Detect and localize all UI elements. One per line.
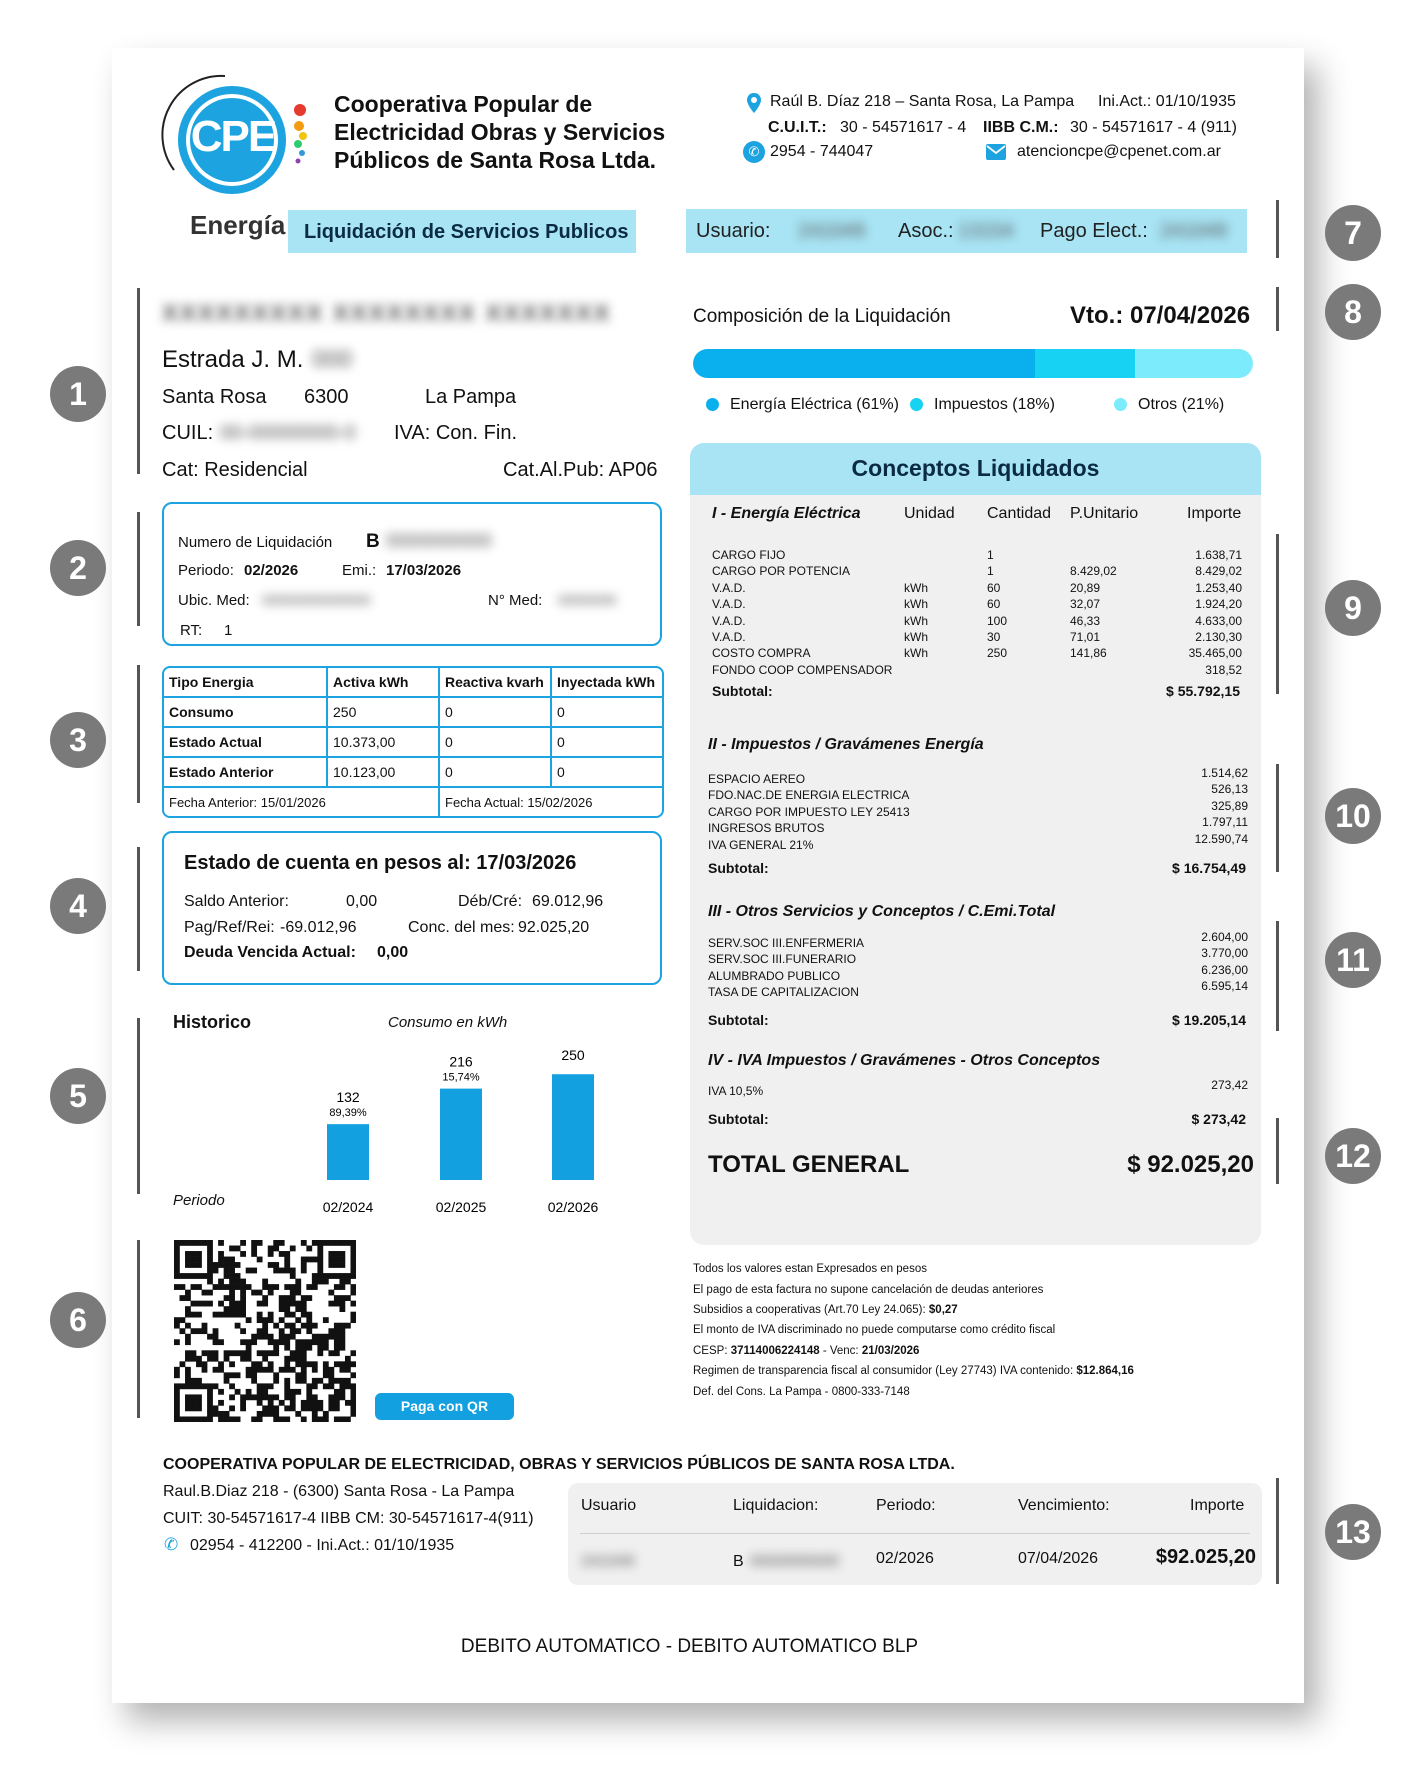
debcre-value: 69.012,96 xyxy=(532,893,604,910)
marker-bar xyxy=(137,665,140,803)
footer-address: Raul.B.Diaz 218 - (6300) Santa Rosa - La Pampa xyxy=(163,1483,515,1500)
legend-impuestos: Impuestos (18%) xyxy=(934,396,1055,413)
pay-qr-button[interactable]: Paga con QR xyxy=(375,1393,514,1420)
s1-row-amount: 2.130,30 xyxy=(1195,630,1242,644)
footer-phone: 02954 - 412200 - Ini.Act.: 01/10/1935 xyxy=(190,1537,455,1554)
energy-cell: 10.373,00 xyxy=(327,727,439,757)
note-5 xyxy=(693,1345,919,1357)
energy-header-row xyxy=(164,668,662,697)
energy-header: Reactiva kvarh xyxy=(439,668,551,697)
s1-row-price: 141,86 xyxy=(1070,646,1107,661)
s1-col-punitario: P.Unitario xyxy=(1070,505,1139,522)
logo-dots xyxy=(290,104,310,174)
asoc-label: Asoc.: xyxy=(898,220,954,242)
note-2: El pago de esta factura no supone cancelación de deudas anteriores xyxy=(693,1284,1044,1296)
s1-row-unit: kWh xyxy=(904,580,928,595)
stub-header-periodo: Periodo: xyxy=(876,1497,936,1514)
s4-subtotal-label: Subtotal: xyxy=(708,1111,769,1127)
chart-bar xyxy=(327,1124,369,1180)
marker-4: 4 xyxy=(50,878,106,934)
deuda-value: 0,00 xyxy=(377,944,409,961)
cuit-value: 30 - 54571617 - 4 xyxy=(840,119,967,136)
stub-divider xyxy=(580,1533,1250,1534)
client-iva: IVA: Con. Fin. xyxy=(394,422,518,444)
note-6 xyxy=(693,1365,1134,1377)
asoc-value: 13154 xyxy=(958,220,1014,242)
pago-value: 241049 xyxy=(1160,220,1227,242)
s1-subtotal: $ 55.792,15 xyxy=(1166,683,1240,699)
iibb-label: IIBB C.M.: xyxy=(983,119,1059,136)
company-email[interactable]: atencioncpe@cpenet.com.ar xyxy=(1017,143,1221,160)
s1-row-amount: 4.633,00 xyxy=(1195,613,1242,628)
company-line-3: Públicos de Santa Rosa Ltda. xyxy=(334,147,657,173)
energy-row xyxy=(164,727,662,757)
s1-row-qty: 100 xyxy=(987,613,1008,628)
s3-row-amount: 2.604,00 xyxy=(1201,930,1248,944)
s1-row-amount: 1.638,71 xyxy=(1195,548,1242,562)
brand-energia: Energía xyxy=(190,210,286,240)
note-3 xyxy=(693,1304,958,1316)
client-province: La Pampa xyxy=(425,386,517,408)
s4-row-concept: IVA 10,5% xyxy=(708,1084,764,1098)
energy-row xyxy=(164,757,662,787)
footer-company: COOPERATIVA POPULAR DE ELECTRICIDAD, OBRAS Y SERVICIOS PÚBLICOS DE SANTA ROSA LTDA. xyxy=(163,1456,955,1473)
s1-row-qty: 60 xyxy=(987,580,1001,595)
nmed-label: N° Med: xyxy=(488,592,543,609)
company-phone: 2954 - 744047 xyxy=(770,143,874,160)
stub-header-venc: Vencimiento: xyxy=(1018,1497,1110,1514)
marker-bar xyxy=(1276,921,1279,1031)
usuario-label: Usuario: xyxy=(696,220,771,242)
s2-row-concept: IVA GENERAL 21% xyxy=(708,837,814,852)
note-3-text: Subsidios a cooperativas (Art.70 Ley 24.065): xyxy=(693,1304,926,1316)
s1-row-concept: COSTO COMPRA xyxy=(712,646,811,661)
chart-category-label: 02/2024 xyxy=(322,1199,374,1215)
stub-importe: $92.025,20 xyxy=(1155,1546,1256,1568)
s1-row-unit: kWh xyxy=(904,646,928,661)
stub-header-importe: Importe xyxy=(1190,1497,1245,1514)
marker-7: 7 xyxy=(1325,205,1381,261)
s1-row-amount: 35.465,00 xyxy=(1188,646,1242,661)
marker-bar xyxy=(1276,1478,1279,1584)
s3-row-amount: 6.595,14 xyxy=(1201,979,1248,994)
chart-category-label: 02/2026 xyxy=(547,1199,599,1215)
logo-text: CPE xyxy=(190,112,276,161)
liq-num-prefix: B xyxy=(366,531,380,552)
note-5-venc: 21/03/2026 xyxy=(861,1345,920,1357)
company-line-1: Cooperativa Popular de xyxy=(334,91,593,117)
s1-row-price: 20,89 xyxy=(1070,580,1101,595)
chart-bar xyxy=(440,1089,482,1180)
marker-8: 8 xyxy=(1325,284,1381,340)
energy-header: Tipo Energia xyxy=(164,668,327,697)
s3-row-concept: TASA DE CAPITALIZACION xyxy=(708,985,859,1000)
history-chart xyxy=(280,1040,640,1215)
legend-energia: Energía Eléctrica (61%) xyxy=(730,396,899,413)
energy-cell: 0 xyxy=(439,757,551,787)
energy-header: Inyectada kWh xyxy=(551,668,662,697)
energy-cell: 0 xyxy=(551,757,662,787)
marker-bar xyxy=(137,288,140,474)
s1-row-unit: kWh xyxy=(904,597,928,612)
note-7: Def. del Cons. La Pampa - 0800-333-7148 xyxy=(693,1386,910,1398)
qr-code[interactable] xyxy=(174,1240,356,1422)
s1-row-price: 32,07 xyxy=(1070,597,1101,612)
marker-2: 2 xyxy=(50,540,106,596)
marker-1: 1 xyxy=(50,366,106,422)
legend-dot-energia xyxy=(706,398,719,411)
legend-dot-otros xyxy=(1114,398,1127,411)
company-address: Raúl B. Díaz 218 – Santa Rosa, La Pampa xyxy=(770,93,1075,110)
s2-row-amount: 1.797,11 xyxy=(1202,815,1248,830)
s4-title: IV - IVA Impuestos / Gravámenes - Otros Conceptos xyxy=(708,1052,1101,1069)
s1-row-concept: CARGO FIJO xyxy=(712,548,786,562)
s3-subtotal-label: Subtotal: xyxy=(708,1012,769,1028)
fecha-anterior: Fecha Anterior: 15/01/2026 xyxy=(164,787,439,816)
client-street-num: 000 xyxy=(312,346,353,373)
client-street: Estrada J. M. xyxy=(162,346,304,373)
s1-row-amount: 1.924,20 xyxy=(1195,597,1242,612)
client-name: XXXXXXXXX XXXXXXXX XXXXXXX xyxy=(162,300,612,327)
usuario-value: 241049 xyxy=(798,220,865,242)
legend-otros: Otros (21%) xyxy=(1138,396,1225,413)
conc-value: 92.025,20 xyxy=(518,919,590,936)
energy-row xyxy=(164,697,662,727)
liq-num-value: 0000000000 xyxy=(386,531,492,552)
total-value: $ 92.025,20 xyxy=(1127,1151,1254,1178)
cuit-label: C.U.I.T.: xyxy=(768,119,827,136)
s1-row-amount: 8.429,02 xyxy=(1195,564,1242,579)
cuil-value: 00-00000000-0 xyxy=(220,422,356,444)
chart-value-label: 132 xyxy=(336,1089,360,1106)
s1-row-price: 71,01 xyxy=(1070,630,1101,644)
iibb-value: 30 - 54571617 - 4 (911) xyxy=(1070,119,1237,136)
energy-cell: 0 xyxy=(439,727,551,757)
s1-row-qty: 1 xyxy=(987,548,994,562)
conc-label: Conc. del mes: xyxy=(408,919,515,936)
chart-annotation: 15,74% xyxy=(442,1071,480,1084)
energy-dates-row xyxy=(164,787,662,816)
legend-dot-impuestos xyxy=(910,398,923,411)
note-6-text: Regimen de transparencia fiscal al consumidor (Ley 27743) IVA contenido: xyxy=(693,1365,1074,1377)
stub-usuario: 241049 xyxy=(581,1553,635,1570)
periodo-value: 02/2026 xyxy=(244,562,299,579)
s1-title: I - Energía Eléctrica xyxy=(712,505,861,522)
stub-header-usuario: Usuario xyxy=(581,1497,637,1514)
debcre-label: Déb/Cré: xyxy=(458,893,523,910)
saldo-label: Saldo Anterior: xyxy=(184,893,289,910)
stub-periodo: 02/2026 xyxy=(876,1550,934,1567)
composition-segment-2 xyxy=(1035,349,1136,378)
fecha-actual: Fecha Actual: 15/02/2026 xyxy=(439,787,662,816)
marker-bar xyxy=(1276,1118,1279,1184)
chart-value-label: 216 xyxy=(449,1053,473,1070)
s1-row-qty: 60 xyxy=(987,597,1001,612)
concepts-title: Conceptos Liquidados xyxy=(851,455,1100,481)
energy-cell: 0 xyxy=(551,697,662,727)
composition-segment-1 xyxy=(693,349,1035,378)
marker-12: 12 xyxy=(1325,1128,1381,1184)
composition-segment-3 xyxy=(1135,349,1253,378)
marker-11: 11 xyxy=(1325,932,1381,988)
stub-venc: 07/04/2026 xyxy=(1018,1550,1099,1567)
marker-bar xyxy=(137,1240,140,1418)
ini-act: Ini.Act.: 01/10/1935 xyxy=(1098,93,1236,110)
s2-row-concept: CARGO POR IMPUESTO LEY 25413 xyxy=(708,804,910,819)
marker-bar xyxy=(1276,287,1279,331)
marker-5: 5 xyxy=(50,1068,106,1124)
s3-title: III - Otros Servicios y Conceptos / C.Emi.Total xyxy=(708,903,1056,920)
s1-row-unit: kWh xyxy=(904,613,928,628)
client-zip: 6300 xyxy=(304,386,349,408)
s1-col-importe: Importe xyxy=(1187,505,1242,522)
periodo-label: Periodo: xyxy=(178,562,234,579)
s1-row-amount: 318,52 xyxy=(1205,662,1242,677)
s1-row-price: 8.429,02 xyxy=(1070,564,1117,579)
pag-value: -69.012,96 xyxy=(280,919,357,936)
ubic-value: 0000000000000 xyxy=(262,592,371,609)
company-name xyxy=(334,90,665,174)
note-5-venc-label: - Venc: xyxy=(822,1345,859,1357)
emi-value: 17/03/2026 xyxy=(386,562,462,579)
stub-liq-prefix: B xyxy=(733,1553,744,1570)
debito-automatico: DEBITO AUTOMATICO - DEBITO AUTOMATICO BLP xyxy=(460,1636,919,1657)
s2-row-concept: ESPACIO AEREO xyxy=(708,772,806,786)
energy-cell: 0 xyxy=(439,697,551,727)
total-label: TOTAL GENERAL xyxy=(708,1151,910,1178)
s4-subtotal: $ 273,42 xyxy=(1191,1111,1246,1127)
s4-row-amount: 273,42 xyxy=(1211,1078,1248,1092)
client-city: Santa Rosa xyxy=(162,386,267,408)
s1-col-cantidad: Cantidad xyxy=(987,505,1052,522)
s1-row-concept: V.A.D. xyxy=(712,597,746,612)
s1-row-concept: V.A.D. xyxy=(712,630,746,644)
s2-subtotal: $ 16.754,49 xyxy=(1172,860,1246,876)
rt-label: RT: xyxy=(180,622,203,639)
rt-value: 1 xyxy=(224,622,233,639)
s1-row-concept: V.A.D. xyxy=(712,613,746,628)
pag-label: Pag/Ref/Rei: xyxy=(184,919,275,936)
marker-bar xyxy=(137,512,140,626)
energy-cell: Estado Anterior xyxy=(164,757,327,787)
s3-row-amount: 3.770,00 xyxy=(1201,946,1248,961)
stub-liq-value: 0000000000 xyxy=(750,1553,839,1570)
marker-bar xyxy=(1276,764,1279,872)
marker-6: 6 xyxy=(50,1292,106,1348)
s1-col-unidad: Unidad xyxy=(904,505,955,522)
account-title: Estado de cuenta en pesos al: 17/03/2026 xyxy=(184,852,577,874)
stub-header-liq: Liquidacion: xyxy=(733,1497,819,1514)
s2-row-amount: 325,89 xyxy=(1211,798,1248,813)
s2-row-concept: FDO.NAC.DE ENERGIA ELECTRICA xyxy=(708,788,910,803)
s1-row-unit: kWh xyxy=(904,630,928,644)
marker-bar xyxy=(1276,200,1279,258)
company-line-2: Electricidad Obras y Servicios xyxy=(334,119,666,145)
energy-cell: 0 xyxy=(551,727,662,757)
s1-row-qty: 1 xyxy=(987,564,994,579)
s1-row-concept: V.A.D. xyxy=(712,580,746,595)
s3-row-concept: ALUMBRADO PUBLICO xyxy=(708,968,841,983)
s2-row-amount: 526,13 xyxy=(1211,782,1248,797)
chart-bar xyxy=(552,1074,594,1180)
marker-13: 13 xyxy=(1325,1504,1381,1560)
location-icon xyxy=(746,92,762,119)
vto-date: Vto.: 07/04/2026 xyxy=(1070,302,1251,329)
email-icon xyxy=(986,144,1006,165)
ubic-label: Ubic. Med: xyxy=(178,592,250,609)
marker-bar xyxy=(1276,534,1279,694)
s3-row-concept: SERV.SOC III.ENFERMERIA xyxy=(708,936,865,950)
client-category: Cat: Residencial xyxy=(162,459,308,481)
energy-cell: 10.123,00 xyxy=(327,757,439,787)
whatsapp-icon: ✆ xyxy=(743,141,765,163)
marker-10: 10 xyxy=(1325,788,1381,844)
s1-subtotal-label: Subtotal: xyxy=(712,683,773,699)
company-logo xyxy=(160,70,290,200)
s1-row-amount: 1.253,40 xyxy=(1195,580,1242,595)
composition-title: Composición de la Liquidación xyxy=(693,306,951,327)
emi-label: Emi.: xyxy=(342,562,377,579)
energy-cell: Estado Actual xyxy=(164,727,327,757)
chart-title: Historico xyxy=(173,1012,252,1032)
marker-bar xyxy=(137,847,140,971)
note-1: Todos los valores estan Expresados en pesos xyxy=(693,1263,927,1275)
s2-row-amount: 1.514,62 xyxy=(1201,766,1248,780)
s2-row-concept: INGRESOS BRUTOS xyxy=(708,821,825,836)
chart-subtitle: Consumo en kWh xyxy=(388,1014,508,1031)
s1-row-qty: 250 xyxy=(987,646,1008,661)
s2-subtotal-label: Subtotal: xyxy=(708,860,769,876)
s1-row-price: 46,33 xyxy=(1070,613,1101,628)
chart-category-label: 02/2025 xyxy=(435,1199,487,1215)
chart-value-label: 250 xyxy=(561,1047,585,1064)
energy-cell: Consumo xyxy=(164,697,327,727)
s2-row-amount: 12.590,74 xyxy=(1194,831,1248,846)
note-4: El monto de IVA discriminado no puede computarse como crédito fiscal xyxy=(693,1324,1056,1336)
s1-row-qty: 30 xyxy=(987,630,1001,644)
saldo-value: 0,00 xyxy=(346,893,378,910)
energy-header: Activa kWh xyxy=(327,668,439,697)
deuda-label: Deuda Vencida Actual: xyxy=(184,944,356,961)
marker-bar xyxy=(137,1018,140,1194)
phone-icon: ✆ xyxy=(164,1535,179,1554)
liq-num-label: Numero de Liquidación xyxy=(178,534,333,551)
footer-cuit: CUIT: 30-54571617-4 IIBB CM: 30-54571617-4(911) xyxy=(163,1510,534,1527)
s3-row-amount: 6.236,00 xyxy=(1201,962,1248,977)
client-cat-al-pub: Cat.Al.Pub: AP06 xyxy=(503,459,658,481)
cuil-label: CUIL: xyxy=(162,422,214,444)
note-6-value: $12.864,16 xyxy=(1076,1365,1134,1377)
marker-9: 9 xyxy=(1325,580,1381,636)
energy-table-wrap xyxy=(162,666,664,818)
note-5-label: CESP: xyxy=(693,1345,728,1357)
marker-3: 3 xyxy=(50,712,106,768)
pago-label: Pago Elect.: xyxy=(1040,220,1148,242)
s2-title: II - Impuestos / Gravámenes Energía xyxy=(708,736,984,753)
chart-annotation: 89,39% xyxy=(329,1107,367,1120)
s3-row-concept: SERV.SOC III.FUNERARIO xyxy=(708,952,857,967)
chart-xlabel: Periodo xyxy=(173,1192,225,1209)
s3-subtotal: $ 19.205,14 xyxy=(1172,1012,1246,1028)
doc-title: Liquidación de Servicios Publicos xyxy=(304,221,629,243)
energy-cell: 250 xyxy=(327,697,439,727)
s1-row-concept: CARGO POR POTENCIA xyxy=(712,564,851,579)
nmed-value: 0000000 xyxy=(558,592,617,609)
note-5-cesp: 37114006224148 xyxy=(730,1345,820,1357)
composition-bar xyxy=(693,349,1253,378)
note-3-value: $0,27 xyxy=(928,1304,958,1316)
s1-row-concept: FONDO COOP COMPENSADOR xyxy=(712,662,893,677)
energy-table xyxy=(164,668,662,816)
